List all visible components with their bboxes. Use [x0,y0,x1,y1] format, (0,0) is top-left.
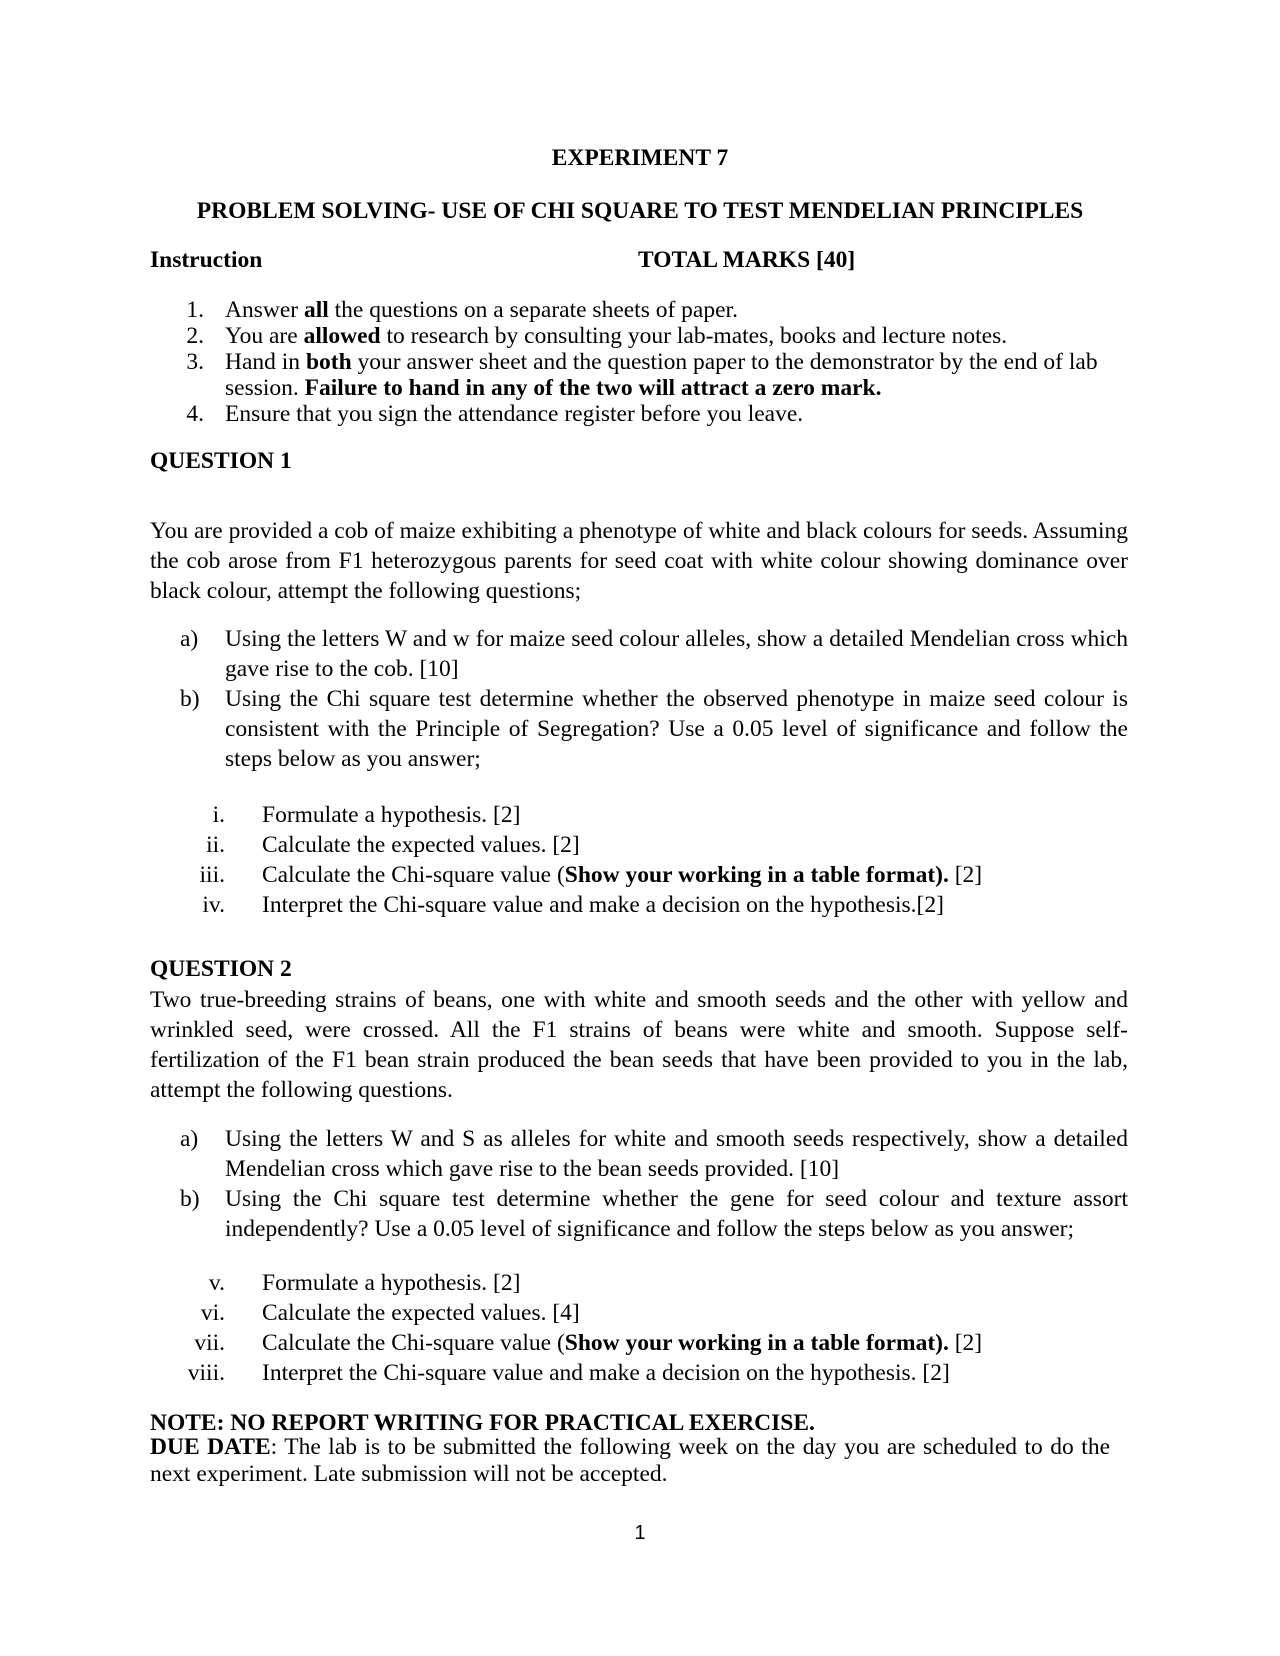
question-2-heading: QUESTION 2 [150,956,292,982]
list-number: 3. [186,349,204,375]
question-1-part-b: Using the Chi square test determine whether the observed phenotype in maize seed colour is consistent with the Principle of Segregation? Use a 0.05 level of significance and follow the steps below as you answer; [225,686,1128,772]
due-date-text: : The lab is to be submitted the following week on the day you are scheduled to do the next experiment. Late submission will not be accepted. [150,1434,1110,1487]
instruction-label: Instruction [150,247,263,273]
step-text: Formulate a hypothesis. [2] [262,802,521,828]
step-label: v. [208,1270,225,1296]
part-label: a) [180,1126,199,1152]
list-number: 4. [186,401,204,427]
page-number: 1 [634,1522,646,1544]
question-2-part-b: Using the Chi square test determine whether the gene for seed colour and texture assort independently? Use a 0.05 level of significance and follow the steps below as you answer; [225,1186,1128,1242]
step-label: vii. [194,1330,225,1356]
list-number: 1. [186,297,204,323]
main-title: PROBLEM SOLVING- USE OF CHI SQUARE TO TEST MENDELIAN PRINCIPLES [196,198,1084,224]
total-marks: TOTAL MARKS [40] [638,247,856,273]
step-label: iii. [199,862,225,888]
part-label: b) [180,686,200,712]
note-line: NOTE: NO REPORT WRITING FOR PRACTICAL EXERCISE. [150,1410,815,1436]
list-item-continuation: session. Failure to hand in any of the two will attract a zero mark. [225,375,882,401]
step-label: iv. [202,892,225,918]
step-label: viii. [187,1360,225,1386]
part-label: b) [180,1186,200,1212]
list-item: Hand in both your answer sheet and the question paper to the demonstrator by the end of lab [225,349,1098,375]
step-label: ii. [206,832,225,858]
question-1-heading: QUESTION 1 [150,448,292,474]
step-text: Formulate a hypothesis. [2] [262,1270,521,1296]
step-label: i. [212,802,225,828]
question-2-part-a: Using the letters W and S as alleles for white and smooth seeds respectively, show a detailed Mendelian cross which gave rise to the bean seeds provided. [10] [225,1126,1128,1182]
list-item: Answer all the questions on a separate sheets of paper. [225,297,738,323]
list-item: You are allowed to research by consulting your lab-mates, books and lecture notes. [225,323,1008,349]
step-text: Calculate the Chi-square value (Show your working in a table format). [2] [262,862,983,888]
due-date-label: DUE DATE [150,1434,271,1460]
step-text: Calculate the expected values. [2] [262,832,580,858]
step-label: vi. [200,1300,225,1326]
list-item: Ensure that you sign the attendance register before you leave. [225,401,804,427]
question-1-part-a: Using the letters W and w for maize seed colour alleles, show a detailed Mendelian cross which gave rise to the cob. [10] [225,626,1128,682]
part-label: a) [180,626,199,652]
question-1-intro: You are provided a cob of maize exhibiting a phenotype of white and black colours for seeds. Assuming the cob arose from F1 heterozygous parents for seed coat with white colour showing dominance over black colour, attempt the following questions; [150,518,1128,604]
experiment-title: EXPERIMENT 7 [551,145,729,171]
list-number: 2. [186,323,204,349]
step-text: Calculate the expected values. [4] [262,1300,580,1326]
step-text: Interpret the Chi-square value and make a decision on the hypothesis.[2] [262,892,944,918]
step-text: Interpret the Chi-square value and make a decision on the hypothesis. [2] [262,1360,950,1386]
step-text: Calculate the Chi-square value (Show your working in a table format). [2] [262,1330,983,1356]
due-date-paragraph [150,1434,1110,1488]
question-2-intro: Two true-breeding strains of beans, one with white and smooth seeds and the other with yellow and wrinkled seed, were crossed. All the F1 strains of beans were white and smooth. Suppose self-fertilization of the F1 bean strain produced the bean seeds that have been provided to you in the lab, attempt the following questions. [150,987,1128,1103]
